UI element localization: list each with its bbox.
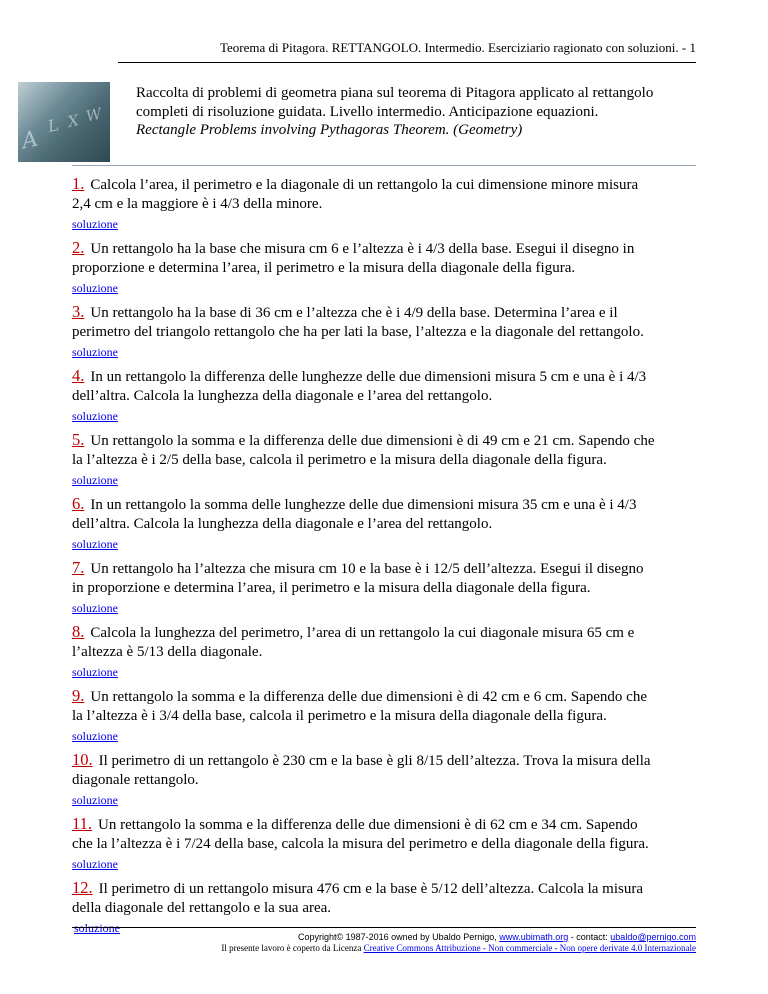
problem-item — [72, 367, 696, 425]
problem-item — [72, 495, 696, 553]
problem-item — [72, 623, 696, 681]
intro-line-english: Rectangle Problems involving Pythagoras Theorem. (Geometry) — [136, 122, 523, 138]
problem-item — [72, 879, 696, 937]
problem-line-text: proporzione e determina l’area, il perimetro e la misura della diagonale della figura. — [72, 259, 576, 276]
problem-text — [72, 559, 696, 597]
license-link[interactable]: Creative Commons Attribuzione - Non commerciale - Non opere derivate 4.0 Internazionale — [363, 943, 696, 953]
problem-line-text: Un rettangolo la somma e la differenza delle due dimensioni è di 42 cm e 6 cm. Sapendo che — [90, 689, 648, 705]
problem-item — [72, 431, 696, 489]
problem-line — [72, 259, 696, 278]
logo-letter: A — [19, 126, 41, 155]
problem-text — [72, 303, 696, 341]
solution-link[interactable]: soluzione — [72, 665, 118, 679]
problem-line-text: diagonale rettangolo. — [72, 771, 199, 788]
problem-line — [72, 687, 696, 707]
problem-line-text: Un rettangolo ha la base che misura cm 6 e l’altezza è i 4/3 della base. Esegui il disegno in — [90, 241, 635, 257]
problem-line — [72, 387, 696, 406]
problem-number-link[interactable]: 4. — [72, 366, 85, 385]
problem-line — [72, 559, 696, 579]
problem-line-text: In un rettangolo la somma delle lunghezze delle due dimensioni misura 35 cm e una è i 4/3 — [90, 497, 637, 513]
site-link[interactable]: www.ubimath.org — [499, 932, 569, 942]
intro-line: Raccolta di problemi di geometra piana sul teorema di Pitagora applicato al rettangolo — [136, 85, 654, 101]
problem-line — [72, 771, 696, 790]
problem-line-text: della diagonale del rettangolo e la sua area. — [72, 899, 332, 916]
problem-line-text: Un rettangolo ha la base di 36 cm e l’altezza che è i 4/9 della base. Determina l’area e il — [90, 305, 618, 321]
solution-link[interactable]: soluzione — [72, 793, 118, 807]
solution-link[interactable]: soluzione — [72, 409, 118, 423]
problem-item — [72, 751, 696, 809]
problem-line-text: Calcola la lunghezza del perimetro, l’area di un rettangolo la cui diagonale misura 65 cm e — [90, 625, 635, 641]
problem-line — [72, 643, 696, 662]
contact-label: - contact: — [568, 932, 611, 942]
problem-number-link[interactable]: 12. — [72, 878, 93, 897]
problem-line-text: la l’altezza è i 3/4 della base, calcola il perimetro e la misura della diagonale della figura. — [72, 707, 607, 724]
solution-link[interactable]: soluzione — [72, 857, 118, 871]
problem-line — [72, 195, 696, 214]
problem-item — [72, 559, 696, 617]
problem-number-link[interactable]: 7. — [72, 558, 85, 577]
problem-text — [72, 751, 696, 789]
solution-link[interactable]: soluzione — [72, 473, 118, 487]
license-text: Il presente lavoro è coperto da Licenza — [221, 943, 364, 953]
solution-link[interactable]: soluzione — [72, 281, 118, 295]
solution-link[interactable]: soluzione — [72, 537, 118, 551]
problem-line — [72, 707, 696, 726]
solution-link[interactable]: soluzione — [72, 217, 118, 231]
footer-rule — [72, 927, 696, 928]
problem-line — [72, 623, 696, 643]
logo-image — [18, 82, 110, 162]
problem-line — [72, 175, 696, 195]
problem-text — [72, 879, 696, 917]
problem-line — [72, 367, 696, 387]
problem-item — [72, 687, 696, 745]
problem-line-text: Un rettangolo la somma e la differenza delle due dimensioni è di 49 cm e 21 cm. Sapendo che — [90, 433, 655, 449]
copyright-line — [221, 932, 696, 943]
problem-item — [72, 239, 696, 297]
problem-text — [72, 815, 696, 853]
problem-text — [72, 623, 696, 661]
intro-text — [136, 84, 696, 140]
problem-line-text: in proporzione e determina l’area, il perimetro e la misura della diagonale della figura. — [72, 579, 591, 596]
problem-line — [72, 751, 696, 771]
problem-line — [72, 899, 696, 918]
problem-item — [72, 815, 696, 873]
intro-line: completi di risoluzione guidata. Livello intermedio. Anticipazione equazioni. — [136, 103, 599, 120]
problem-number-link[interactable]: 3. — [72, 302, 85, 321]
problem-text — [72, 687, 696, 725]
problem-line — [72, 303, 696, 323]
problem-number-link[interactable]: 5. — [72, 430, 85, 449]
problem-line-text: dell’altra. Calcola la lunghezza della diagonale e l’area del rettangolo. — [72, 387, 493, 404]
copyright-text: Copyright© 1987-2016 owned by Ubaldo Pernigo, — [297, 932, 500, 942]
problem-line-text: perimetro del triangolo rettangolo che ha per lati la base, l’altezza e la diagonale del rettangolo. — [72, 323, 644, 340]
problem-item — [72, 175, 696, 233]
problem-line-text: 2,4 cm e la maggiore è i 4/3 della minore. — [72, 195, 323, 212]
problem-number-link[interactable]: 2. — [72, 238, 85, 257]
logo-letter: W — [84, 104, 104, 126]
problem-number-link[interactable]: 10. — [72, 750, 93, 769]
separator-line — [72, 165, 696, 166]
header-rule — [118, 62, 696, 63]
problem-line-text: che la l’altezza è i 7/24 della base, calcola la misura del perimetro e della diagonale della figura. — [72, 835, 649, 852]
problem-number-link[interactable]: 8. — [72, 622, 85, 641]
logo-letter: X — [66, 111, 81, 131]
problem-text — [72, 175, 696, 213]
problem-text — [72, 431, 696, 469]
problem-line — [72, 239, 696, 259]
problem-line — [72, 835, 696, 854]
problem-line-text: Il perimetro di un rettangolo misura 476 cm e la base è 5/12 dell’altezza. Calcola la misura — [98, 881, 644, 897]
problem-line — [72, 431, 696, 451]
problem-line-text: Calcola l’area, il perimetro e la diagonale di un rettangolo la cui dimensione minore misura — [90, 177, 639, 193]
problem-line — [72, 323, 696, 342]
solution-link[interactable]: soluzione — [74, 921, 120, 935]
solution-link[interactable]: soluzione — [72, 345, 118, 359]
problem-line-text: la l’altezza è i 2/5 della base, calcola il perimetro e la misura della diagonale della figura. — [72, 451, 607, 468]
email-link[interactable]: ubaldo@pernigo.com — [610, 932, 696, 942]
page-header: Teorema di Pitagora. RETTANGOLO. Intermedio. Eserciziario ragionato con soluzioni. - 1 — [219, 40, 696, 55]
problem-line — [72, 515, 696, 534]
problem-line-text: Il perimetro di un rettangolo è 230 cm e la base è gli 8/15 dell’altezza. Trova la misura della — [98, 753, 651, 769]
problem-text — [72, 367, 696, 405]
license-line — [221, 943, 696, 954]
problem-line — [72, 879, 696, 899]
problem-item — [72, 303, 696, 361]
problem-line-text: Un rettangolo ha l’altezza che misura cm 10 e la base è i 12/5 dell’altezza. Esegui il disegno — [90, 561, 644, 577]
problem-line-text: l’altezza è 5/13 della diagonale. — [72, 643, 263, 660]
solution-link[interactable]: soluzione — [72, 601, 118, 615]
problem-line — [72, 579, 696, 598]
problem-number-link[interactable]: 11. — [72, 814, 93, 833]
problem-number-link[interactable]: 9. — [72, 686, 85, 705]
problem-line-text: dell’altra. Calcola la lunghezza della diagonale e l’area del rettangolo. — [72, 515, 493, 532]
problem-line-text: In un rettangolo la differenza delle lunghezze delle due dimensioni misura 5 cm e una è i 4/3 — [90, 369, 647, 385]
problem-line — [72, 495, 696, 515]
problem-line — [72, 815, 696, 835]
problem-line — [72, 451, 696, 470]
solution-link[interactable]: soluzione — [72, 729, 118, 743]
problem-number-link[interactable]: 1. — [72, 174, 85, 193]
problem-text — [72, 495, 696, 533]
problem-line-text: Un rettangolo la somma e la differenza delle due dimensioni è di 62 cm e 34 cm. Sapendo — [98, 817, 638, 833]
problem-text — [72, 239, 696, 277]
page-footer — [221, 932, 696, 954]
problem-list — [72, 175, 696, 943]
problem-number-link[interactable]: 6. — [72, 494, 85, 513]
logo-letter: L — [46, 115, 61, 136]
